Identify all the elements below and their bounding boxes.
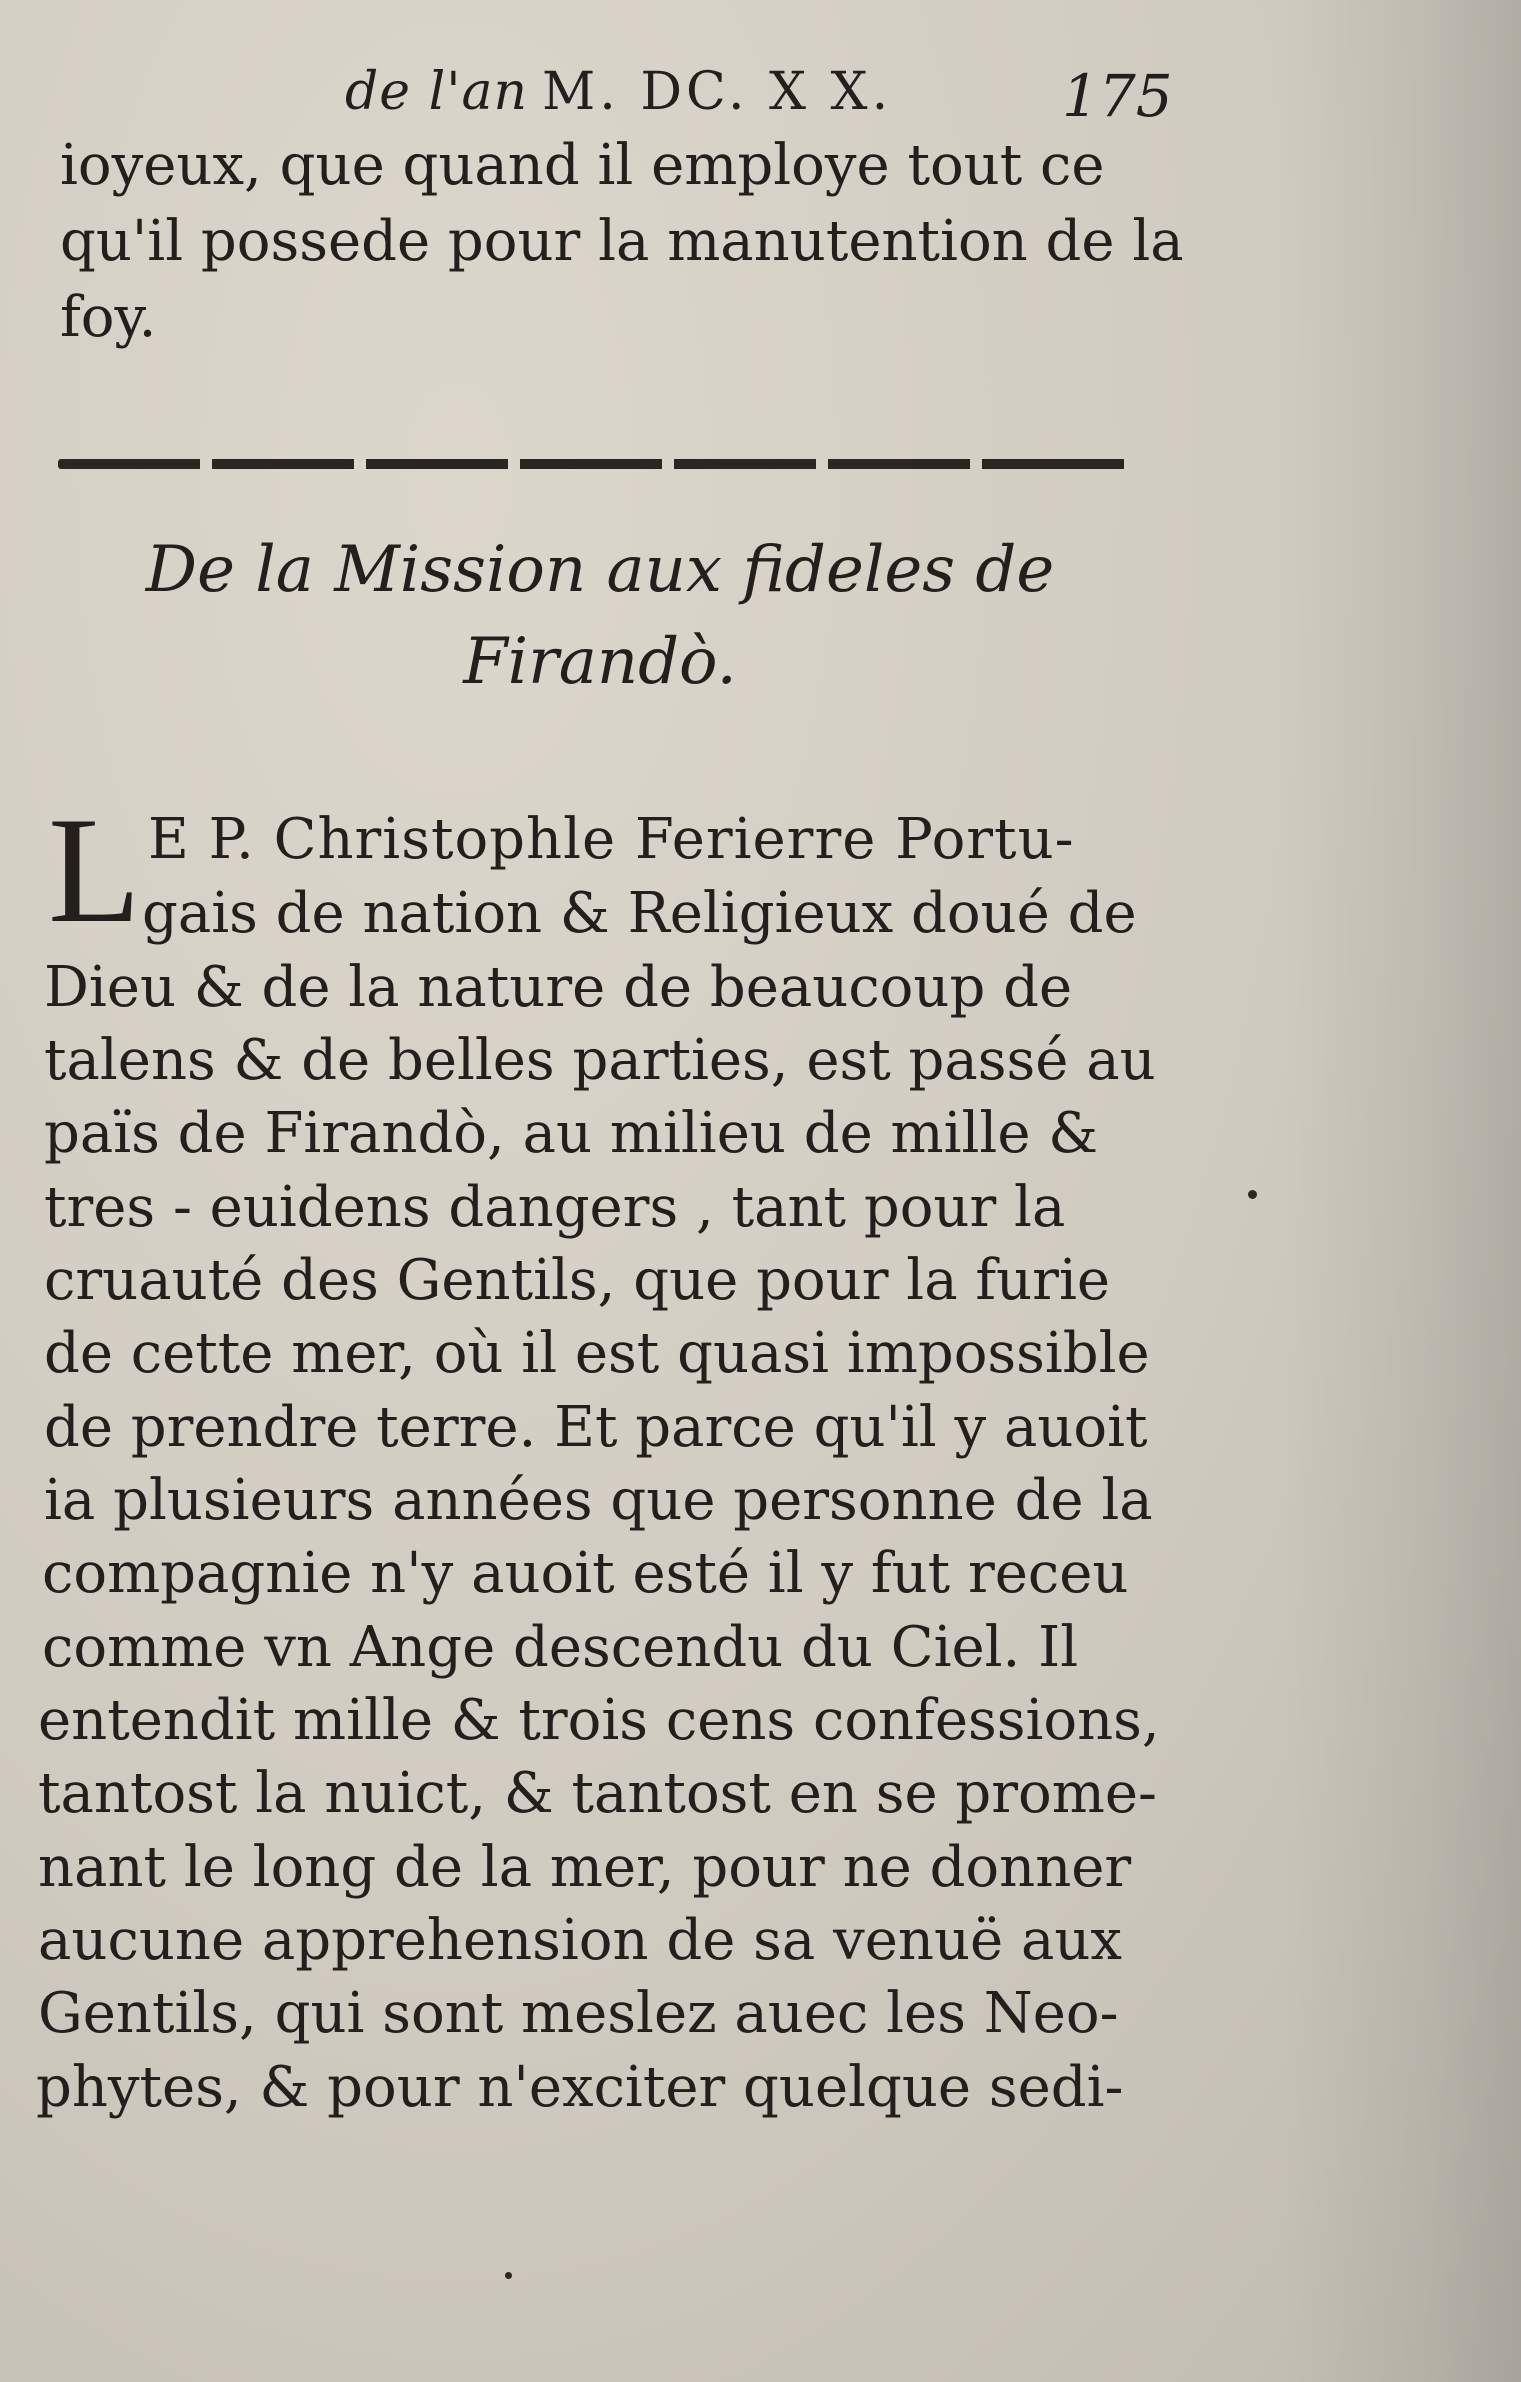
section-title-line2: Firandò.	[463, 625, 737, 699]
text-line: païs de Firandò, au milieu de mille &	[44, 1101, 1099, 1166]
text-line: compagnie n'y auoit esté il y fut receu	[42, 1541, 1129, 1606]
text-line: gais de nation & Religieux doué de	[142, 881, 1137, 946]
text-line: phytes, & pour n'exciter quelque sedi-	[36, 2055, 1124, 2120]
text-line: talens & de belles parties, est passé au	[44, 1028, 1156, 1093]
text-line: nant le long de la mer, pour ne donner	[38, 1835, 1132, 1900]
text-line: qu'il possede pour la manutention de la	[60, 209, 1184, 274]
running-head-title	[345, 62, 892, 122]
text-line: tres - euidens dangers , tant pour la	[44, 1175, 1066, 1240]
running-head-year: M. DC. X X.	[542, 62, 893, 122]
running-head-prefix: de l'an	[345, 62, 529, 122]
text-line: aucune apprehension de sa venuë aux	[38, 1908, 1122, 1973]
page-shadow	[1281, 0, 1521, 2382]
text-line: ia plusieurs années que personne de la	[44, 1468, 1153, 1533]
text-line: Dieu & de la nature de beaucoup de	[44, 955, 1073, 1020]
text-line: de cette mer, où il est quasi impossible	[44, 1321, 1150, 1386]
text-line: comme vn Ange descendu du Ciel. Il	[42, 1615, 1079, 1680]
text-line: entendit mille & trois cens confessions,	[38, 1688, 1160, 1753]
text-line: Gentils, qui sont meslez auec les Neo-	[38, 1981, 1119, 2046]
text-line: de prendre terre. Et parce qu'il y auoit	[44, 1395, 1148, 1460]
page-number: 175	[1062, 62, 1173, 130]
section-divider	[58, 459, 1126, 469]
section-title-line1: De la Mission aux fideles de	[145, 533, 1055, 607]
text-line: tantost la nuict, & tantost en se prome-	[38, 1761, 1157, 1826]
drop-cap: L	[48, 786, 141, 954]
text-line: foy.	[60, 285, 157, 350]
ink-spot	[1248, 1190, 1257, 1199]
first-line: E P. Christophle Ferierre Portu-	[148, 807, 1075, 872]
ink-spot	[505, 2272, 512, 2279]
text-line: cruauté des Gentils, que pour la furie	[44, 1248, 1110, 1313]
text-line: ioyeux, que quand il employe tout ce	[60, 133, 1105, 198]
